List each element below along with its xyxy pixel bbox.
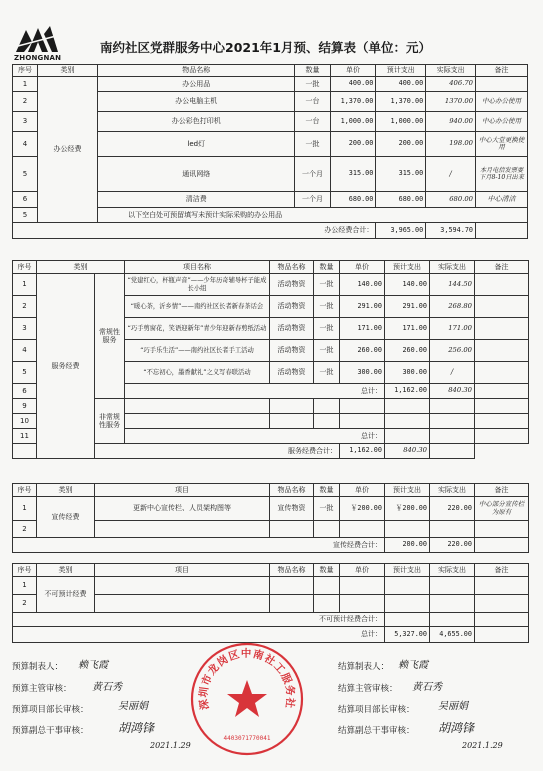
header-cell: 项目 xyxy=(95,484,270,497)
header-cell: 项目 xyxy=(95,564,270,577)
publicity-expense-table xyxy=(12,483,529,553)
actual: / xyxy=(430,362,475,384)
category-cell: 不可预计经费 xyxy=(37,577,95,613)
header-cell: 序号 xyxy=(13,564,37,577)
subtotal-estimated: 1,162.00 xyxy=(340,444,385,459)
header-cell: 类别 xyxy=(37,564,95,577)
note xyxy=(476,77,528,92)
service-expense-table xyxy=(12,260,529,459)
project-name: “暖心茶，沂乡情”——南约社区长者新春茶话会 xyxy=(125,296,270,318)
settlement-supervisor-label: 结算主管审核： xyxy=(338,684,398,694)
subtotal-row xyxy=(13,223,528,239)
unit-price: 291.00 xyxy=(340,296,385,318)
item-name: 办公电脑主机 xyxy=(98,92,295,112)
page-title: 南约社区党群服务中心2021年1月预、结算表（单位：元） xyxy=(100,40,431,55)
project-name: 更新中心宣传栏、人员架构图等 xyxy=(95,497,270,521)
quantity: 一个月 xyxy=(295,157,330,192)
header-cell: 数量 xyxy=(314,261,340,274)
note xyxy=(475,274,529,296)
item-name: 办公彩色打印机 xyxy=(98,112,295,132)
table-header-row xyxy=(13,484,529,497)
budget-deputy-label: 预算副总干事审核： xyxy=(12,726,89,736)
subtotal-row xyxy=(13,538,529,553)
subtotal-estimated: 3,965.00 xyxy=(376,223,426,239)
subtotal-label: 不可预计经费合计： xyxy=(13,613,385,627)
quantity: 一个月 xyxy=(295,192,330,208)
quantity: 一批 xyxy=(314,296,340,318)
subtotal-actual: 3,594.70 xyxy=(426,223,476,239)
header-cell: 物品名称 xyxy=(270,564,314,577)
header-cell: 数量 xyxy=(295,65,330,77)
header-cell: 备注 xyxy=(476,65,528,77)
header-cell: 序号 xyxy=(13,261,37,274)
header-cell: 物品名称 xyxy=(98,65,295,77)
item-name: 宣传物资 xyxy=(270,497,314,521)
header-cell: 单价 xyxy=(340,261,385,274)
category-cell: 宣传经费 xyxy=(37,497,95,538)
actual: 406.70 xyxy=(426,77,476,92)
item-name: 活动物资 xyxy=(270,340,314,362)
header-cell: 类别 xyxy=(37,261,125,274)
subtotal-actual: 840.30 xyxy=(430,384,475,399)
row-number: 1 xyxy=(13,577,37,595)
unit-price: 1,000.00 xyxy=(330,112,376,132)
header-cell: 物品名称 xyxy=(270,261,314,274)
signature-name: 吴丽娟 xyxy=(118,701,148,712)
unit-price: ￥200.00 xyxy=(340,497,385,521)
row-number: 11 xyxy=(13,429,37,444)
header-cell: 类别 xyxy=(37,484,95,497)
header-cell: 实际支出 xyxy=(426,65,476,77)
actual: 144.50 xyxy=(430,274,475,296)
actual: 940.00 xyxy=(426,112,476,132)
row-number: 2 xyxy=(13,296,37,318)
note: 中心清洁 xyxy=(476,192,528,208)
header-cell: 预计支出 xyxy=(385,261,430,274)
instruction-text: 以下空白处可预留填写未预计实际采购的办公用品 xyxy=(98,208,528,223)
header-cell: 单价 xyxy=(330,65,376,77)
unit-price: 300.00 xyxy=(340,362,385,384)
subcategory-cell: 非常规性服务 xyxy=(95,399,125,444)
grand-total-label: 总计： xyxy=(13,627,385,643)
note xyxy=(475,362,529,384)
quantity: 一批 xyxy=(295,132,330,157)
unit-price: 171.00 xyxy=(340,318,385,340)
header-cell: 预计支出 xyxy=(385,564,430,577)
svg-text:深圳市龙岗区中南社工服务社: 深圳市龙岗区中南社工服务社 xyxy=(197,647,297,711)
sign-date: 2021.1.29 xyxy=(462,741,503,750)
grand-total-estimated: 5,327.00 xyxy=(385,627,430,643)
logo-text: ZHONGNAN xyxy=(14,54,62,62)
budget-manager-label: 预算项目部长审核： xyxy=(12,705,89,715)
signature-name: 吴丽娟 xyxy=(438,701,468,712)
unit-price: 315.00 xyxy=(330,157,376,192)
item-name: led灯 xyxy=(98,132,295,157)
row-number: 2 xyxy=(13,595,37,613)
note: 中心大堂更换使用 xyxy=(476,132,528,157)
empty-cell xyxy=(476,223,528,239)
estimated: 315.00 xyxy=(376,157,426,192)
unit-price: 680.00 xyxy=(330,192,376,208)
header-cell: 预计支出 xyxy=(376,65,426,77)
row-number: 6 xyxy=(13,192,38,208)
signature-name: 赖飞霞 xyxy=(398,660,428,671)
settlement-deputy-label: 结算副总干事审核： xyxy=(338,726,415,736)
table-row xyxy=(13,497,529,521)
row-number: 5 xyxy=(13,362,37,384)
row-number: 1 xyxy=(13,274,37,296)
quantity: 一批 xyxy=(314,362,340,384)
unit-price: 140.00 xyxy=(340,274,385,296)
header-cell: 预计支出 xyxy=(385,484,430,497)
empty-cell xyxy=(475,627,529,643)
subtotal-label: 办公经费合计： xyxy=(13,223,376,239)
subtotal-label: 宣传经费合计： xyxy=(13,538,385,553)
header-cell: 类别 xyxy=(37,65,97,77)
empty-cell xyxy=(475,384,529,399)
header-cell: 备注 xyxy=(475,261,529,274)
estimated: 1,370.00 xyxy=(376,92,426,112)
item-name: 活动物资 xyxy=(270,318,314,340)
actual: 256.00 xyxy=(430,340,475,362)
header-cell: 实际支出 xyxy=(430,261,475,274)
header-cell: 序号 xyxy=(13,484,37,497)
item-name: 通讯网络 xyxy=(98,157,295,192)
row-number: 1 xyxy=(13,497,37,521)
item-name: 活动物资 xyxy=(270,296,314,318)
note xyxy=(475,318,529,340)
actual: 220.00 xyxy=(430,497,475,521)
signature-name: 胡鸿锋 xyxy=(118,721,155,735)
header-cell: 实际支出 xyxy=(430,484,475,497)
subtotal-row xyxy=(13,613,529,627)
header-cell: 实际支出 xyxy=(430,564,475,577)
row-number: 2 xyxy=(13,521,37,538)
budget-supervisor-label: 预算主管审核： xyxy=(12,684,72,694)
table-row xyxy=(13,274,529,296)
header-cell: 物品名称 xyxy=(270,484,314,497)
official-seal-icon xyxy=(188,640,306,758)
quantity: 一批 xyxy=(314,340,340,362)
note: 本月电信发票要下月8-10日出来 xyxy=(476,157,528,192)
item-name: 清洁费 xyxy=(98,192,295,208)
unit-price: 1,370.00 xyxy=(330,92,376,112)
table-header-row xyxy=(13,65,528,77)
signature-name: 黄石秀 xyxy=(412,682,442,693)
subtotal-actual: 840.30 xyxy=(385,444,430,459)
sign-date: 2021.1.29 xyxy=(150,741,191,750)
subtotal-label: 总计： xyxy=(125,429,385,444)
header-cell: 单价 xyxy=(340,484,385,497)
settlement-preparer-label: 结算制表人： xyxy=(338,662,390,672)
quantity: 一批 xyxy=(314,497,340,521)
header-cell: 备注 xyxy=(475,564,529,577)
project-name: “巧手乐生活”——南约社区长者手工活动 xyxy=(125,340,270,362)
table-row xyxy=(13,77,528,92)
row-number: 5 xyxy=(13,208,38,223)
estimated: 1,000.00 xyxy=(376,112,426,132)
item-name: 办公用品 xyxy=(98,77,295,92)
row-number: 10 xyxy=(13,414,37,429)
subtotal-label: 服务经费合计： xyxy=(13,444,340,459)
estimated: 260.00 xyxy=(385,340,430,362)
subtotal-estimated: 200.00 xyxy=(385,538,430,553)
subtotal-estimated: 1,162.00 xyxy=(385,384,430,399)
budget-preparer-label: 预算制表人： xyxy=(12,662,64,672)
empty-cell xyxy=(430,444,475,459)
quantity: 一台 xyxy=(295,92,330,112)
project-name: “党建红心，杯瓶声音”——少年历奇辅导杯子能成长小组 xyxy=(125,274,270,296)
subtotal-row xyxy=(13,444,529,459)
note: 中心办公使用 xyxy=(476,112,528,132)
unit-price: 260.00 xyxy=(340,340,385,362)
row-number: 3 xyxy=(13,318,37,340)
estimated: 291.00 xyxy=(385,296,430,318)
settlement-manager-label: 结算项目部长审核： xyxy=(338,705,415,715)
estimated: 171.00 xyxy=(385,318,430,340)
subtotal-label: 总计： xyxy=(125,384,385,399)
row-number: 6 xyxy=(13,384,37,399)
header-cell: 序号 xyxy=(13,65,38,77)
signature-name: 赖飞霞 xyxy=(78,660,108,671)
estimated: ￥200.00 xyxy=(385,497,430,521)
project-name: “巧手剪窗花，笑语迎新年”青少年迎新春剪纸活动 xyxy=(125,318,270,340)
estimated: 140.00 xyxy=(385,274,430,296)
table-header-row xyxy=(13,261,529,274)
estimated: 300.00 xyxy=(385,362,430,384)
header-cell: 单价 xyxy=(340,564,385,577)
signature-name: 黄石秀 xyxy=(92,682,122,693)
row-number: 4 xyxy=(13,132,38,157)
estimated: 680.00 xyxy=(376,192,426,208)
header-cell: 项目名称 xyxy=(125,261,270,274)
note xyxy=(475,340,529,362)
grand-total-actual: 4,655.00 xyxy=(430,627,475,643)
quantity: 一台 xyxy=(295,112,330,132)
quantity: 一批 xyxy=(314,318,340,340)
actual: 1370.00 xyxy=(426,92,476,112)
header-cell: 数量 xyxy=(314,484,340,497)
office-expense-table xyxy=(12,64,528,239)
item-name: 活动物资 xyxy=(270,274,314,296)
category-cell: 服务经费 xyxy=(37,274,95,459)
zhongnan-logo-icon xyxy=(14,24,66,58)
table-row xyxy=(13,577,529,595)
header-cell: 数量 xyxy=(314,564,340,577)
row-number: 9 xyxy=(13,399,37,414)
estimated: 400.00 xyxy=(376,77,426,92)
subtotal-actual: 220.00 xyxy=(430,538,475,553)
empty-cell xyxy=(475,538,529,553)
svg-text:4403071770041: 4403071770041 xyxy=(223,735,271,742)
item-name: 活动物资 xyxy=(270,362,314,384)
unit-price: 200.00 xyxy=(330,132,376,157)
note xyxy=(475,296,529,318)
actual: 198.00 xyxy=(426,132,476,157)
header-cell: 备注 xyxy=(475,484,529,497)
subcategory-cell: 常规性服务 xyxy=(95,274,125,399)
signature-name: 胡鸿锋 xyxy=(438,721,475,735)
note: 中心部分宣传栏为原有 xyxy=(475,497,529,521)
actual: 680.00 xyxy=(426,192,476,208)
actual: / xyxy=(426,157,476,192)
row-number: 2 xyxy=(13,92,38,112)
row-number: 1 xyxy=(13,77,38,92)
table-header-row xyxy=(13,564,529,577)
quantity: 一批 xyxy=(314,274,340,296)
quantity: 一批 xyxy=(295,77,330,92)
row-number: 5 xyxy=(13,157,38,192)
estimated: 200.00 xyxy=(376,132,426,157)
row-number: 3 xyxy=(13,112,38,132)
actual: 268.80 xyxy=(430,296,475,318)
actual: 171.00 xyxy=(430,318,475,340)
note: 中心办公使用 xyxy=(476,92,528,112)
category-cell: 办公经费 xyxy=(37,77,97,223)
unit-price: 400.00 xyxy=(330,77,376,92)
row-number: 4 xyxy=(13,340,37,362)
project-name: “不忘初心，墨香献礼”之义写春联活动 xyxy=(125,362,270,384)
unforeseen-expense-table xyxy=(12,563,529,643)
